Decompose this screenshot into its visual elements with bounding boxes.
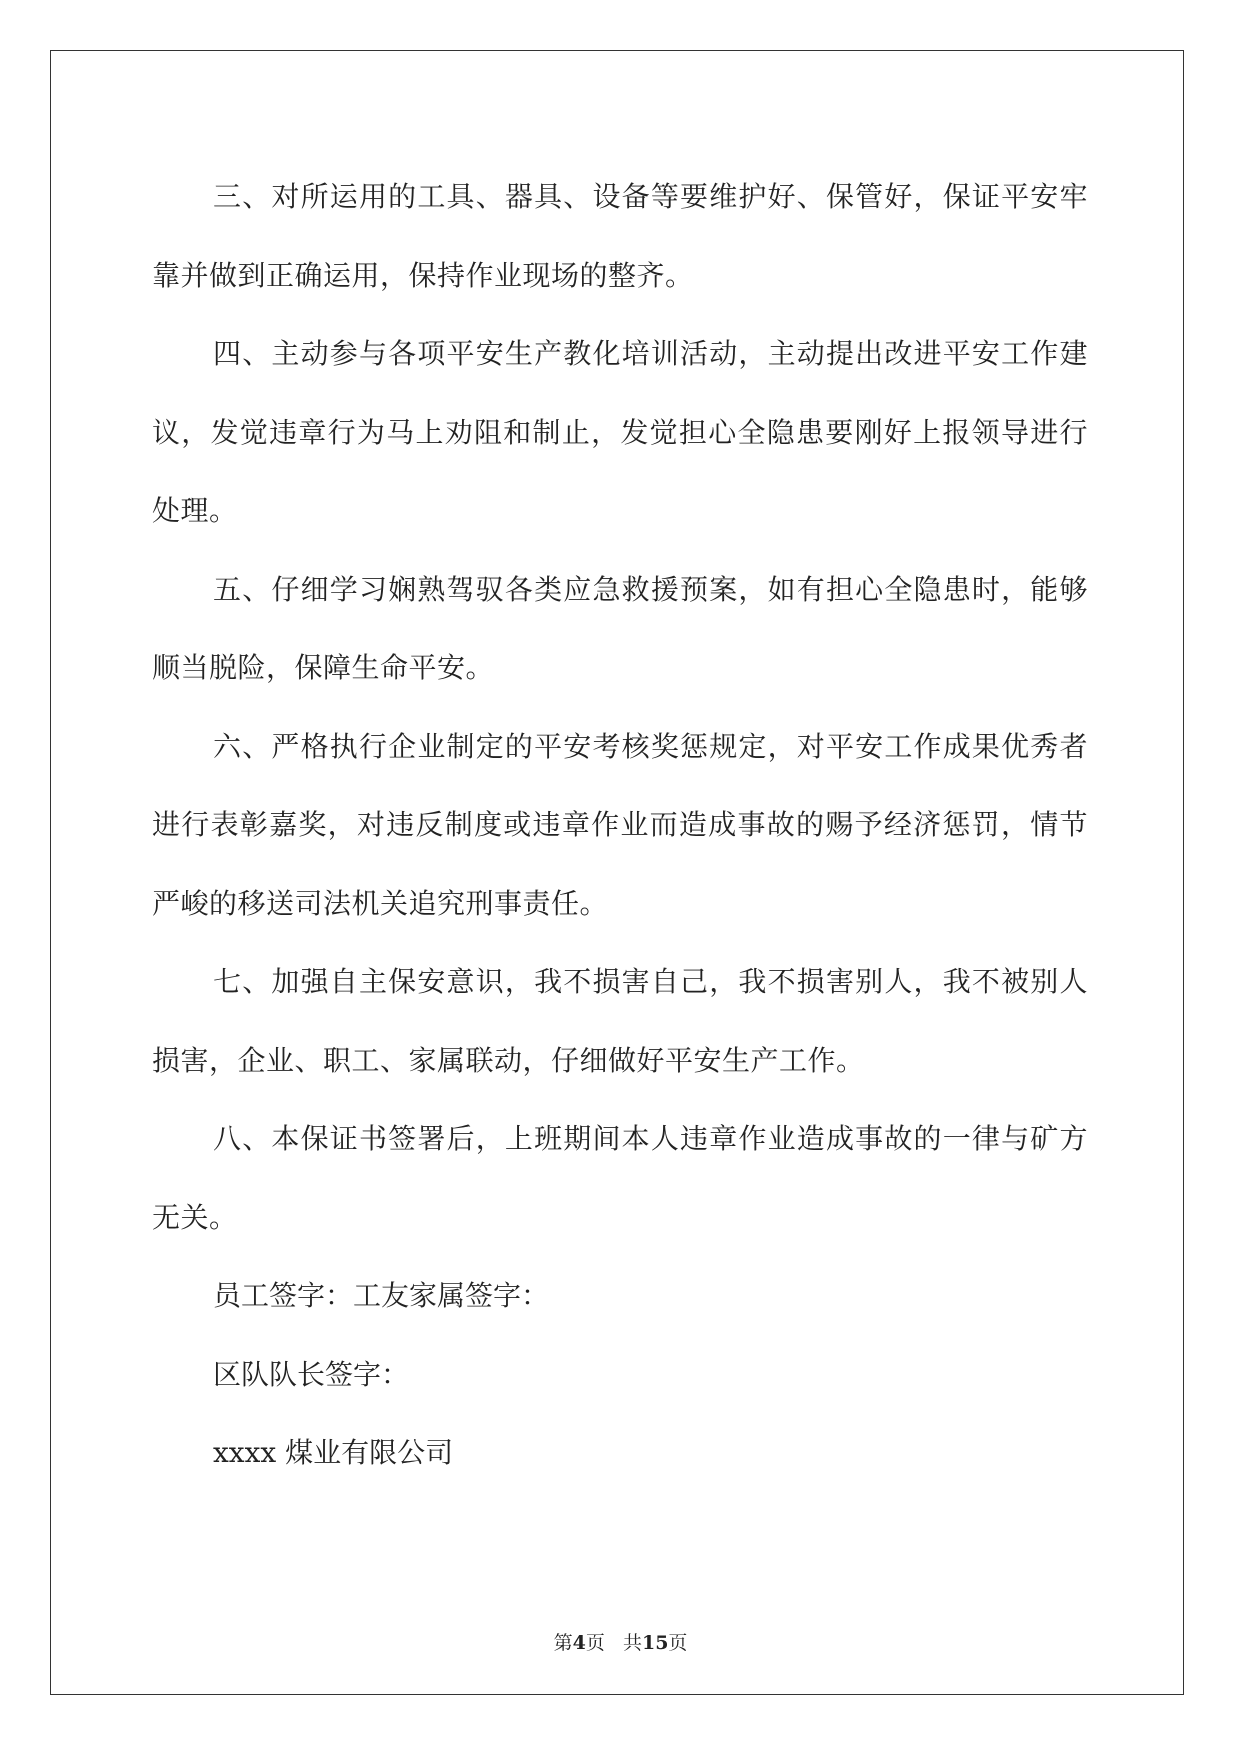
page-prefix: 第 [553, 1632, 573, 1654]
page-footer [0, 1628, 1241, 1655]
company-name: xxxx 煤业有限公司 [213, 1436, 454, 1469]
paragraph-8: 八、本保证书签署后，上班期间本人违章作业造成事故的一律与矿方无关。 [152, 1122, 1088, 1234]
team-leader-signature: 区队队长签字： [213, 1357, 410, 1391]
paragraph-6: 六、严格执行企业制定的平安考核奖惩规定，对平安工作成果优秀者进行表彰嘉奖，对违反制度或违章作业而造成事故的赐予经济惩罚，情节严峻的移送司法机关追究刑事责任。 [152, 729, 1088, 920]
total-pages: 15 [641, 1632, 669, 1654]
page-number: 4 [572, 1632, 586, 1654]
paragraph-3: 三、对所运用的工具、器具、设备等要维护好、保管好，保证平安牢靠并做到正确运用，保持作业现场的整齐。 [152, 180, 1088, 292]
paragraph-5: 五、仔细学习娴熟驾驭各类应急救援预案，如有担心全隐患时，能够顺当脱险，保障生命平安。 [152, 572, 1088, 684]
total-prefix: 共 [622, 1632, 642, 1654]
page-suffix: 页 [585, 1632, 605, 1654]
total-suffix: 页 [668, 1632, 688, 1654]
document-body [152, 158, 1088, 1493]
employee-family-signature: 员工签字：工友家属签字： [213, 1279, 550, 1312]
paragraph-4: 四、主动参与各项平安生产教化培训活动，主动提出改进平安工作建议，发觉违章行为马上劝阻和制止，发觉担心全隐患要刚好上报领导进行处理。 [152, 337, 1088, 527]
paragraph-7: 七、加强自主保安意识，我不损害自己，我不损害别人，我不被别人损害，企业、职工、家属联动，仔细做好平安生产工作。 [152, 965, 1088, 1077]
